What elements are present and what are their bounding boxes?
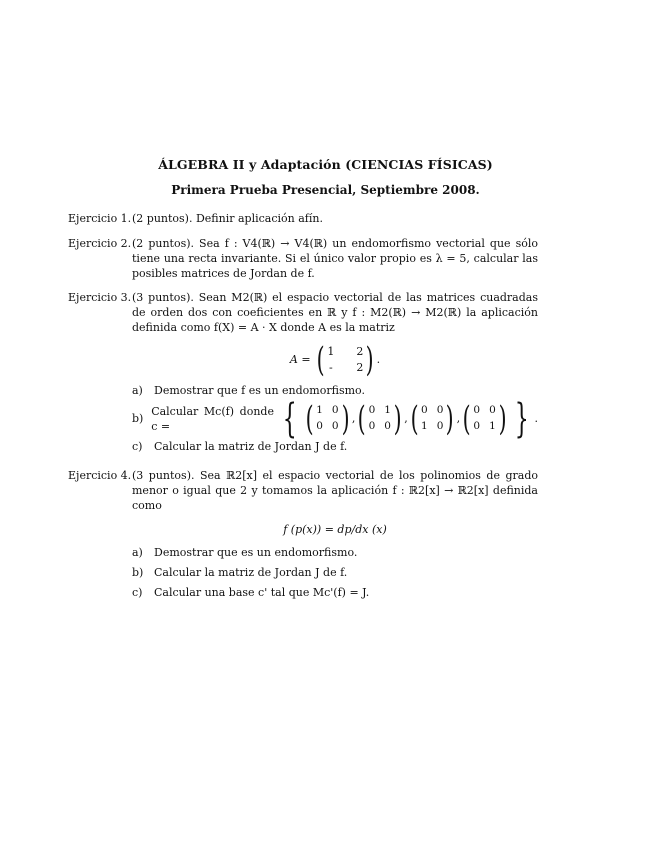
item-text: Calcular la matriz de Jordan J de f. [154,566,348,579]
matrix-a-cell: 1 [327,345,335,358]
matrix-a-cell: - [328,361,333,374]
exercise-4-item-c [132,585,538,600]
item-text: Calcular la matriz de Jordan J de f. [154,440,348,453]
exam-subtitle: Primera Prueba Presencial, Septiembre 2008. [171,183,480,197]
basis-cell: 0 [421,404,428,416]
exercise-4-text: (3 puntos). Sea ℝ2[x] el espacio vectorial de los polinomios de grado menor o igual que 2 y tomamos la aplicación f : ℝ2[x] → ℝ2[x] definida como [132,469,538,512]
matrix-a [327,344,363,375]
basis-cell: 1 [316,404,323,416]
item-label: c) [132,440,143,453]
basis-cell: 0 [384,420,391,432]
exercise-3-item-c [132,439,538,454]
basis-separator: , [456,412,461,425]
item-text: Calcular Mc(f) donde c = [151,404,274,433]
basis-cell: 0 [316,420,323,432]
exercise-2-text: (2 puntos). Sea f : V4(ℝ) → V4(ℝ) un endomorfismo vectorial que sólo tiene una recta invariante. Si el único valor propio es λ = 5, calcular las posibles matrices de Jordan de f. [132,237,538,280]
basis-matrix-2 [369,403,391,434]
matrix-a-cell: 2 [356,345,364,358]
item-text: Calcular una base c' tal que Mc'(f) = J. [154,586,370,599]
exercise-3-label: Ejercicio 3. [68,291,132,304]
basis-cell: 1 [384,404,391,416]
basis-separator: , [404,412,408,425]
exercise-1-text: (2 puntos). Definir aplicación afín. [132,212,323,225]
basis-cell: 0 [368,420,376,432]
item-label: b) [132,566,144,579]
basis-end: . [534,412,538,425]
basis-matrix-4 [473,403,495,434]
matrix-a-end: . [376,353,381,366]
basis-cell: 0 [436,420,444,432]
exercise-2-label: Ejercicio 2. [68,237,132,250]
item-label: c) [132,586,143,599]
basis-cell: 0 [368,404,376,416]
basis-cell: 1 [421,420,428,432]
exercise-1 [68,211,538,226]
matrix-a-cell: 2 [356,361,364,374]
item-label: a) [132,384,143,397]
exercise-2 [68,236,538,281]
item-label: b) [132,412,144,425]
basis-cell: 0 [331,420,339,432]
exercise-4 [68,468,538,600]
basis-separator: , [351,412,356,425]
basis-cell: 0 [436,404,444,416]
basis-matrix-1 [316,403,338,434]
matrix-a-lhs: A = [289,353,311,366]
basis-cell: 0 [473,404,481,416]
exam-title: ÁLGEBRA II y Adaptación (CIENCIAS FÍSICAS) [158,157,493,172]
basis-cell: 1 [489,420,496,432]
exercise-3 [68,290,538,454]
basis-matrix-3 [421,403,443,434]
derivative-equation: f (p(x)) = dp/dx (x) [283,523,387,536]
exercise-3-item-b [132,395,538,442]
item-text: Demostrar que f es un endomorfismo. [154,384,365,397]
exercise-4-item-b [132,565,538,580]
basis-cell: 0 [473,420,481,432]
exercise-4-item-a [132,545,538,560]
item-text: Demostrar que es un endomorfismo. [154,546,358,559]
exercise-3-item-a [132,383,538,398]
basis-cell: 0 [489,404,496,416]
matrix-a-equation: A = ( 1 2 - 2 ) . [289,339,381,380]
basis-c: { ( 1 0 0 0 ) , ( 0 1 0 0 ) , ( 0 0 1 0 ) , ( 0 0 0 1 ) } . [283,395,538,442]
exercise-4-label: Ejercicio 4. [68,469,132,482]
exercise-1-label: Ejercicio 1. [68,212,132,225]
exercise-3-text: (3 puntos). Sean M2(ℝ) el espacio vectorial de las matrices cuadradas de orden dos con coeficientes en ℝ y f : M2(ℝ) → M2(ℝ) la aplicación definida como f(X) = A · X donde A es la matriz [132,291,538,334]
item-label: a) [132,546,143,559]
basis-cell: 0 [331,404,339,416]
